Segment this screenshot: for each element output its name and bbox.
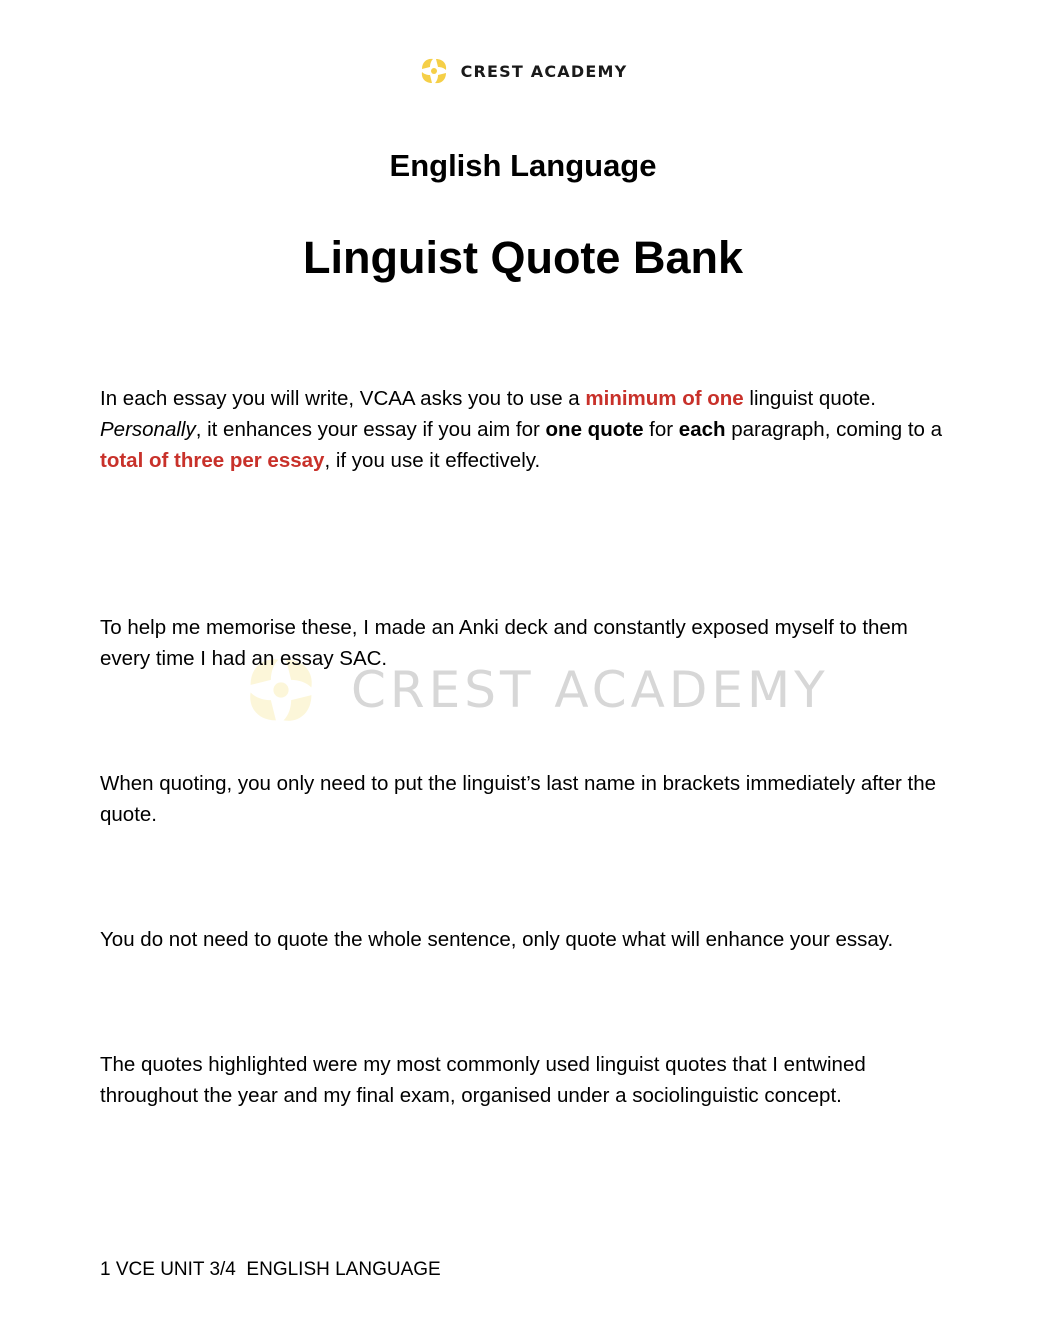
watermark-text: CREST ACADEMY — [351, 661, 829, 719]
brand-header — [0, 56, 1046, 86]
text-run: , it enhances your essay if you aim for — [195, 418, 546, 441]
text-run: paragraph, coming to a — [725, 418, 943, 441]
highlight-minimum: minimum of one — [585, 387, 744, 410]
brand-name: CREST ACADEMY — [460, 61, 628, 81]
page-footer: 1 VCE UNIT 3/4 ENGLISH LANGUAGE — [100, 1259, 441, 1280]
highlight-total: total of three per essay — [100, 449, 325, 472]
text-run: linguist quote. — [743, 387, 876, 410]
crest-academy-logo-icon — [419, 56, 449, 86]
bold-each: each — [678, 418, 726, 441]
quoting-paragraph: When quoting, you only need to put the linguist’s last name in brackets immediately after the quote. — [100, 772, 937, 826]
italic-personally: Personally — [100, 418, 196, 441]
page-title: Linguist Quote Bank — [302, 232, 743, 283]
subject-heading: English Language — [389, 148, 657, 183]
bold-one-quote: one quote — [545, 418, 644, 441]
text-run: for — [643, 418, 679, 441]
highlighted-paragraph: The quotes highlighted were my most commonly used linguist quotes that I entwined throughout the year and my final exam, organised under a sociolinguistic concept. — [100, 1053, 866, 1107]
text-run: , if you use it effectively. — [324, 449, 541, 472]
text-run: In each essay you will write, VCAA asks you to use a — [100, 387, 586, 410]
intro-paragraph — [100, 383, 960, 476]
anki-paragraph: To help me memorise these, I made an Anki deck and constantly exposed myself to them every time I had an essay SAC. — [100, 616, 908, 670]
sentence-paragraph: You do not need to quote the whole sentence, only quote what will enhance your essay. — [100, 928, 894, 951]
